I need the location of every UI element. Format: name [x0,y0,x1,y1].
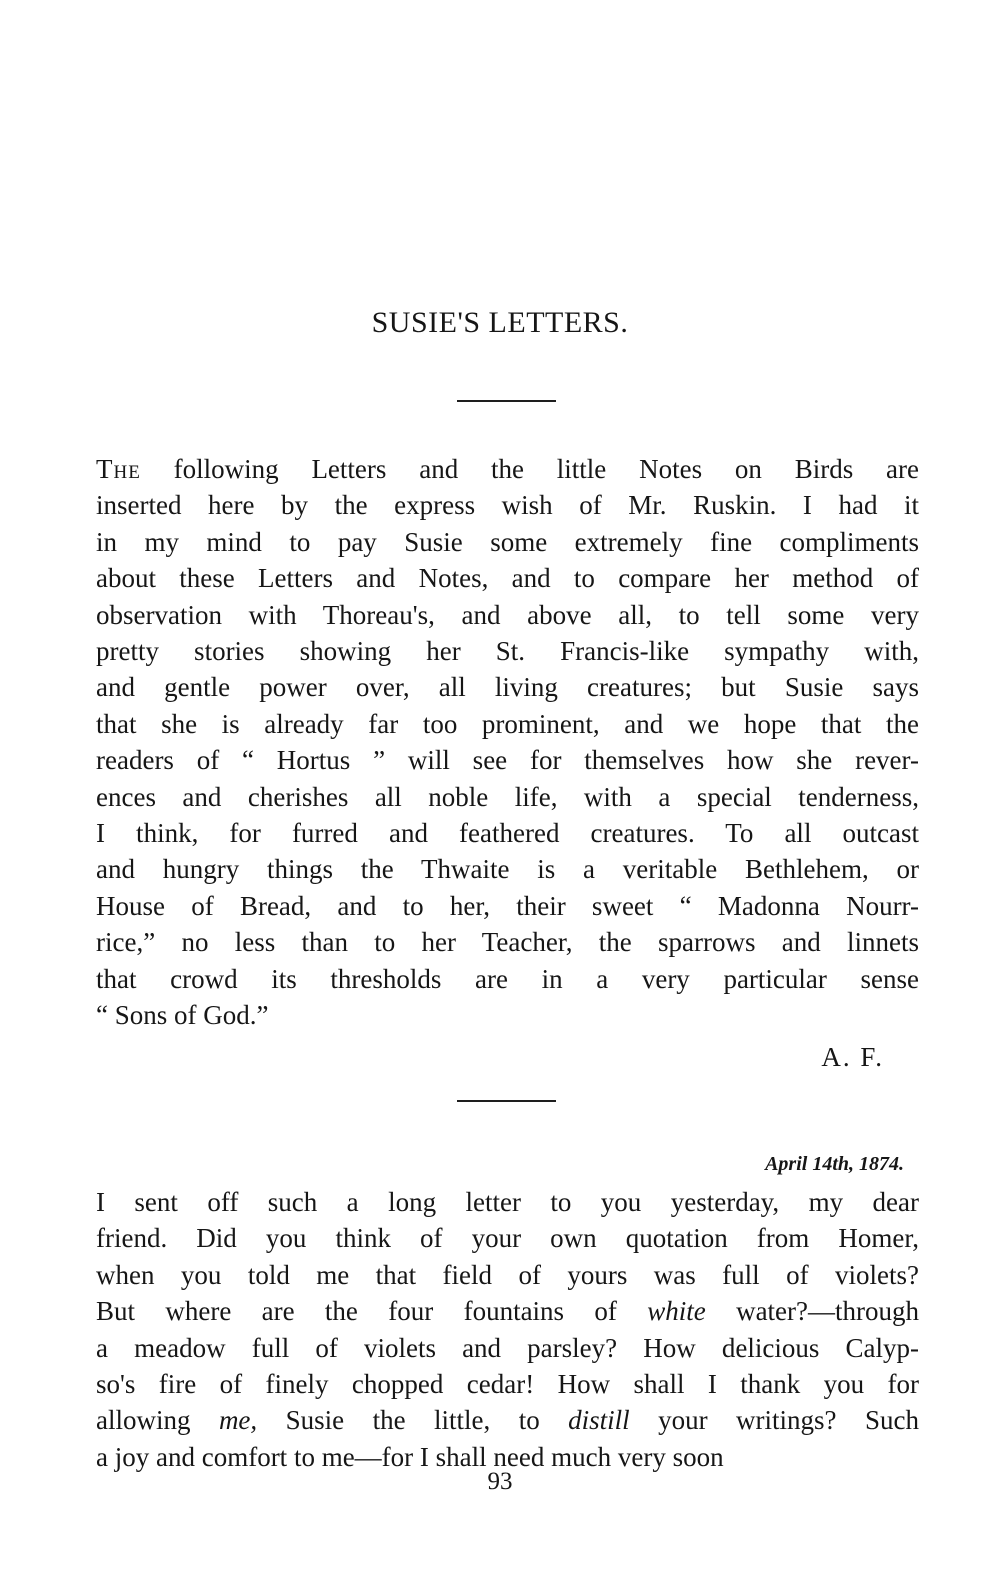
drop-word: The [96,454,141,484]
italic-word: white [647,1296,706,1327]
text-line: so's fire of finely chopped cedar! How shall I thank you for [96,1369,919,1399]
italic-word: me, [218,1405,258,1436]
text-line: about these Letters and Notes, and to compare her method of [96,563,919,594]
text-line: and gentle power over, all living creatures; but Susie says [96,672,919,703]
text-line: allowing me, Susie the little, to distill your writings? Such [96,1405,919,1436]
letter-paragraph [96,1187,919,1478]
text-line: ences and cherishes all noble life, with a special tenderness, [96,781,919,812]
text-line: But where are the four fountains of white water?—through [96,1296,920,1327]
text-line: readers of “ Hortus ” will see for themselves how she rever- [96,745,919,776]
text-line: in my mind to pay Susie some extremely fine compliments [96,526,919,557]
text-line: friend. Did you think of your own quotation from Homer, [96,1223,919,1254]
section-divider [457,1100,556,1102]
author-signature: A. F. [821,1042,884,1072]
text-line: pretty stories showing her St. Francis-like sympathy with, [96,636,919,666]
text-line: I think, for furred and feathered creatures. To all outcast [96,818,919,848]
text-line: that crowd its thresholds are in a very particular sense [96,963,919,994]
text-line: observation with Thoreau's, and above all, to tell some very [96,599,919,630]
italic-word: distill [568,1405,630,1436]
text-line: The following Letters and the little Notes on Birds are [96,454,919,484]
text-line: and hungry things the Thwaite is a veritable Bethlehem, or [96,854,919,885]
text-line: a joy and comfort to me—for I shall need much very soon [96,1441,724,1472]
text-line: rice,” no less than to her Teacher, the sparrows and linnets [96,927,919,958]
letter-date: April 14th, 1874. [765,1153,904,1175]
text-line: I sent off such a long letter to you yesterday, my dear [96,1187,919,1217]
text-line: inserted here by the express wish of Mr. Ruskin. I had it [96,490,919,521]
title-divider [457,400,556,402]
text-line: that she is already far too prominent, and we hope that the [96,708,919,739]
text-line: “ Sons of God.” [96,1000,269,1030]
text-line: House of Bread, and to her, their sweet “ Madonna Nourr- [96,890,919,921]
text-line: a meadow full of violets and parsley? How delicious Calyp- [96,1332,919,1363]
introduction-paragraph [96,454,919,1036]
text-line: when you told me that field of yours was full of violets? [96,1259,919,1290]
page-number: 93 [487,1468,513,1495]
chapter-title: SUSIE'S LETTERS. [371,306,629,339]
